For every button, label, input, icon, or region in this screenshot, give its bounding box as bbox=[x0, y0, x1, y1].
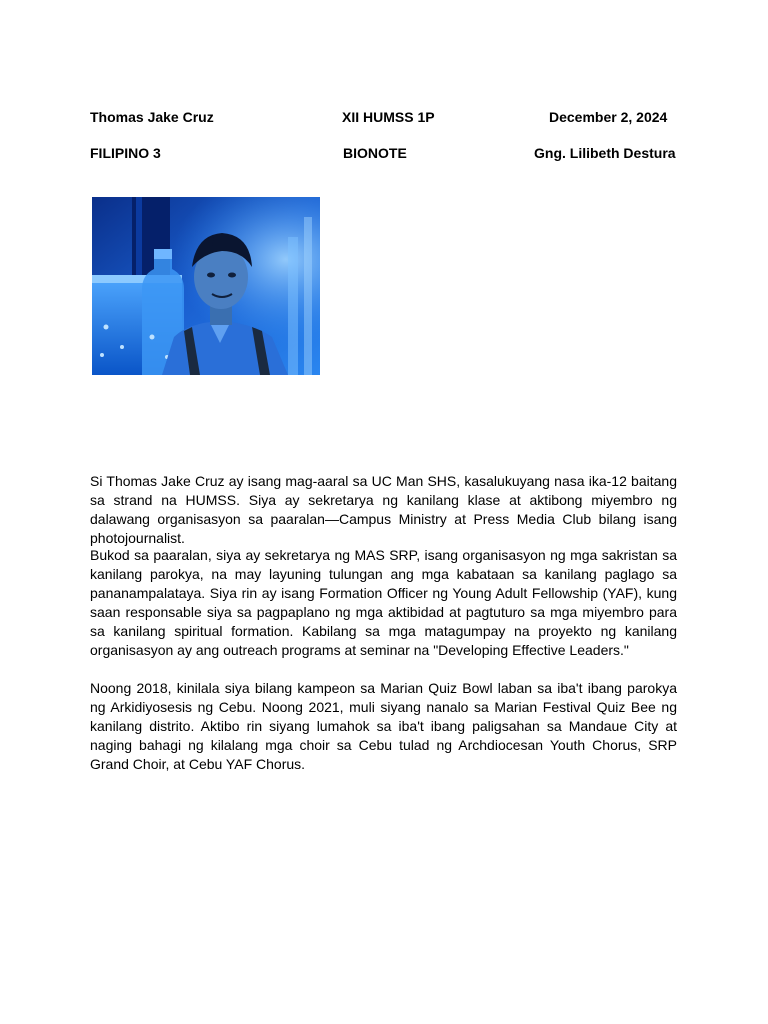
paragraph-2: Bukod sa paaralan, siya ay sekretarya ng MAS SRP, isang organisasyon ng mga sakristan sa kanilang parokya, na may layuning tulungan ang mga kabataan sa kanilang paglago sa pananampalataya. Siya rin ay isang Formation Officer ng Young Adult Fellowship (YAF), kung saan responsable siya sa pagpaplano ng mga aktibidad at pagtuturo sa mga miyembro para sa kanilang spiritual formation. Kabilang sa mga matagumpay na proyekto ng kanilang organisasyon ay ang outreach programs at seminar na "Developing Effective Leaders." bbox=[90, 547, 677, 658]
student-photo bbox=[92, 197, 320, 375]
subject-label: FILIPINO 3 bbox=[90, 145, 161, 161]
section-label: XII HUMSS 1P bbox=[342, 109, 435, 125]
teacher-name: Gng. Lilibeth Destura bbox=[534, 145, 676, 161]
date-label: December 2, 2024 bbox=[549, 109, 668, 125]
student-name: Thomas Jake Cruz bbox=[90, 109, 214, 125]
paragraph-1: Si Thomas Jake Cruz ay isang mag-aaral sa UC Man SHS, kasalukuyang nasa ika-12 baitang sa strand na HUMSS. Siya ay sekretarya ng kanilang klase at aktibong miyembro ng dalawang organisasyon sa paaralan—Campus Ministry at Press Media Club bilang isang photojournalist. bbox=[90, 473, 677, 546]
document-type-label: BIONOTE bbox=[343, 145, 407, 161]
paragraph-3: Noong 2018, kinilala siya bilang kampeon sa Marian Quiz Bowl laban sa iba't ibang parokya ng Arkidiyosesis ng Cebu. Noong 2021, muli siyang nanalo sa Marian Festival Quiz Bee ng kanilang distrito. Aktibo rin siyang lumahok sa iba't ibang paligsahan sa Mandaue City at naging bahagi ng kilalang mga choir sa Cebu tulad ng Archdiocesan Youth Chorus, SRP Grand Choir, at Cebu YAF Chorus. bbox=[90, 680, 677, 772]
